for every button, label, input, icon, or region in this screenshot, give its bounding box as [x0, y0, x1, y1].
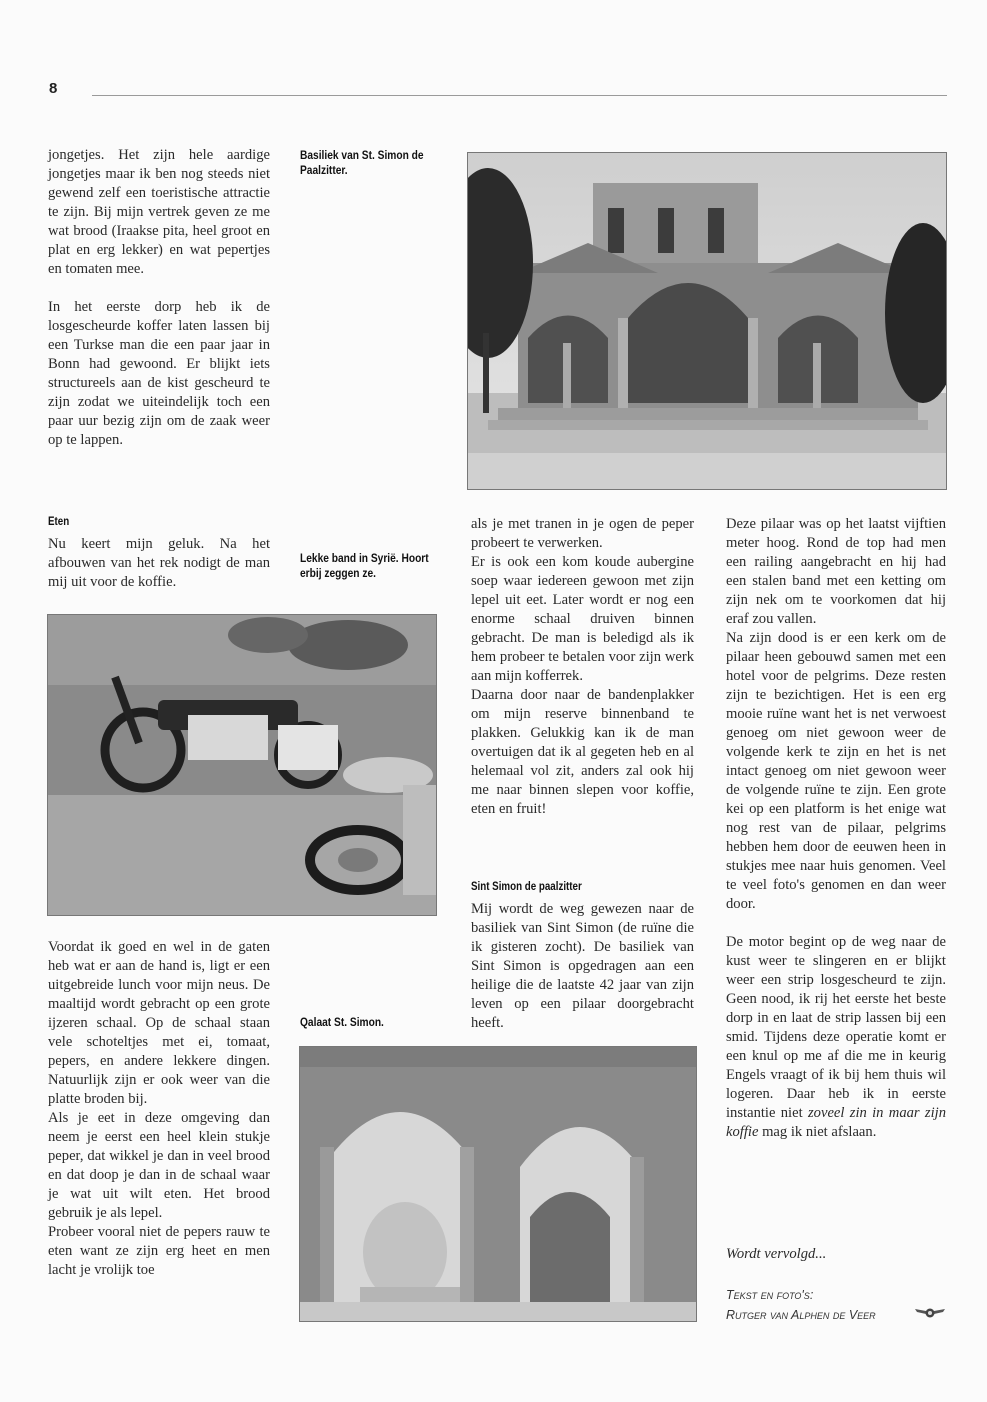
- paragraph: Mij wordt de weg gewezen naar de basiliek van Sint Simon (de ruïne die ik gisteren zocht). De basiliek van Sint Simon is opgedragen aan een heilige die de laatste 42 jaar van zijn leven op een pilaar doorgebracht heeft.: [471, 901, 694, 1031]
- paragraph: In het eerste dorp heb ik de losgescheurde koffer laten lassen bij een Turkse man die een paar jaar in Bonn had gewoond. Er blijkt iets structureels aan de kist gescheurd te zijn zodat we uiteindelijk toch een paar uur bezig zijn om de zaak weer op te lappen.: [48, 299, 270, 448]
- text: mag ik niet afslaan.: [762, 1124, 877, 1140]
- credit-name: Rutger van Alphen de Veer: [726, 1308, 876, 1322]
- caption-basiliek: Basiliek van St. Simon de Paalzitter.: [300, 148, 424, 177]
- column-4: [726, 515, 946, 1142]
- credit-label: Tekst en foto's:: [726, 1288, 814, 1302]
- caption-lekke-band: Lekke band in Syrië. Hoort erbij zeggen ze.: [300, 551, 429, 580]
- credit-block: [726, 1285, 926, 1325]
- section-heading-sint-simon: Sint Simon de paalzitter: [471, 881, 582, 893]
- column-1-bottom: [48, 938, 270, 1280]
- paragraph: [726, 933, 946, 1142]
- header-rule: [92, 95, 947, 96]
- text: De motor begint op de weg naar de kust weer te slingeren en er blijkt weer een strip losgescheurd te zijn. Geen nood, ik rij het eerste het beste dorp in en laat de strip lassen bij een smid. Tijdens deze operatie komt er een knul op me af die me in keurig Engels vraagt of ik bij hem thuis wil logeren. Daar heb ik in eerste instantie niet: [726, 934, 946, 1121]
- to-be-continued: Wordt vervolgd...: [726, 1246, 827, 1262]
- paragraph: Deze pilaar was op het laatst vijftien meter hoog. Rond de top had men een railing aangebracht en hij had een stalen band met een ketting om zijn nek om te voorkomen dat hij eraf zou vallen.: [726, 516, 946, 627]
- paragraph: Probeer vooral niet de pepers rauw te eten want ze zijn erg heet en men lacht je vrolijk toe: [48, 1224, 270, 1278]
- photo-basilica: [467, 152, 947, 490]
- column-1-eten: [48, 535, 270, 592]
- italic-text: zoveel zin in maar zijn koffie: [726, 1105, 946, 1140]
- column-1-top: [48, 146, 270, 450]
- caption-qalaat: Qalaat St. Simon.: [300, 1015, 384, 1029]
- paragraph: Als je eet in deze omgeving dan neem je eerst een heel klein stukje peper, dat wikkel je dan in veel brood en dat doop je dan in de schaal waar je wat uit wilt eten. Het brood gebruik je als lepel.: [48, 1110, 270, 1221]
- column-3-sint-simon: [471, 900, 694, 1033]
- photo-qalaat: [299, 1046, 697, 1322]
- paragraph: Voordat ik goed en wel in de gaten heb wat er aan de hand is, ligt er een uitgebreide lunch voor mijn neus. De maaltijd wordt gebracht op een grote ijzeren schaal. Op de schaal staan vele schoteltjes met ei, tomaat, pepers, en andere lekkere dingen. Natuurlijk zijn er ook weer van die platte broden bij.: [48, 939, 270, 1107]
- paragraph: Er is ook een kom koude aubergine soep waar iedereen gewoon met zijn lepel uit eet. Later wordt er nog een enorme schaal druiven binnen gebracht. De man is beledigd als ik hem probeer te betalen voor zijn werk aan mijn kofferrek.: [471, 554, 694, 684]
- paragraph: Daarna door naar de bandenplakker om mijn reserve binnenband te plakken. Gelukkig kan ik de man overtuigen dat ik al gegeten heb en al helemaal vol zit, anders zal ook hij me naar binnen slepen voor koffie, eten en fruit!: [471, 687, 694, 817]
- paragraph: jongetjes. Het zijn hele aardige jongetjes maar ik ben nog steeds niet gewend zelf een toeristische attractie te zijn. Bij mijn vertrek geven ze me wat brood (Iraakse pita, heel groot en plat en erg lekker) en wat pepertjes en tomaten mee.: [48, 147, 270, 277]
- column-3: [471, 515, 694, 819]
- section-heading-eten: Eten: [48, 516, 70, 528]
- motorcycle-wings-logo-icon: [915, 1306, 945, 1325]
- paragraph: Na zijn dood is er een kerk om de pilaar heen gebouwd samen met een hotel voor de pelgrims. Deze resten zijn te bezichtigen. Het is een erg mooie ruïne want het is net verwoest genoeg om niet gewoon weer de volgende kerk te zijn en het is net intact genoeg om niet gewoon weer de volgende ruïne te zijn. Een grote kei op een platform is het enige wat nog rest van de pilaar, pelgrims hebben hem door de eeuwen heen in stukjes mee naar huis genomen. Veel te veel foto's genomen en dan weer door.: [726, 630, 946, 912]
- page-number: 8: [49, 80, 58, 97]
- paragraph: Nu keert mijn geluk. Na het afbouwen van het rek nodigt de man mij uit voor de koffie.: [48, 536, 270, 590]
- paragraph: als je met tranen in je ogen de peper probeert te verwerken.: [471, 516, 694, 551]
- photo-motorbike: [47, 614, 437, 916]
